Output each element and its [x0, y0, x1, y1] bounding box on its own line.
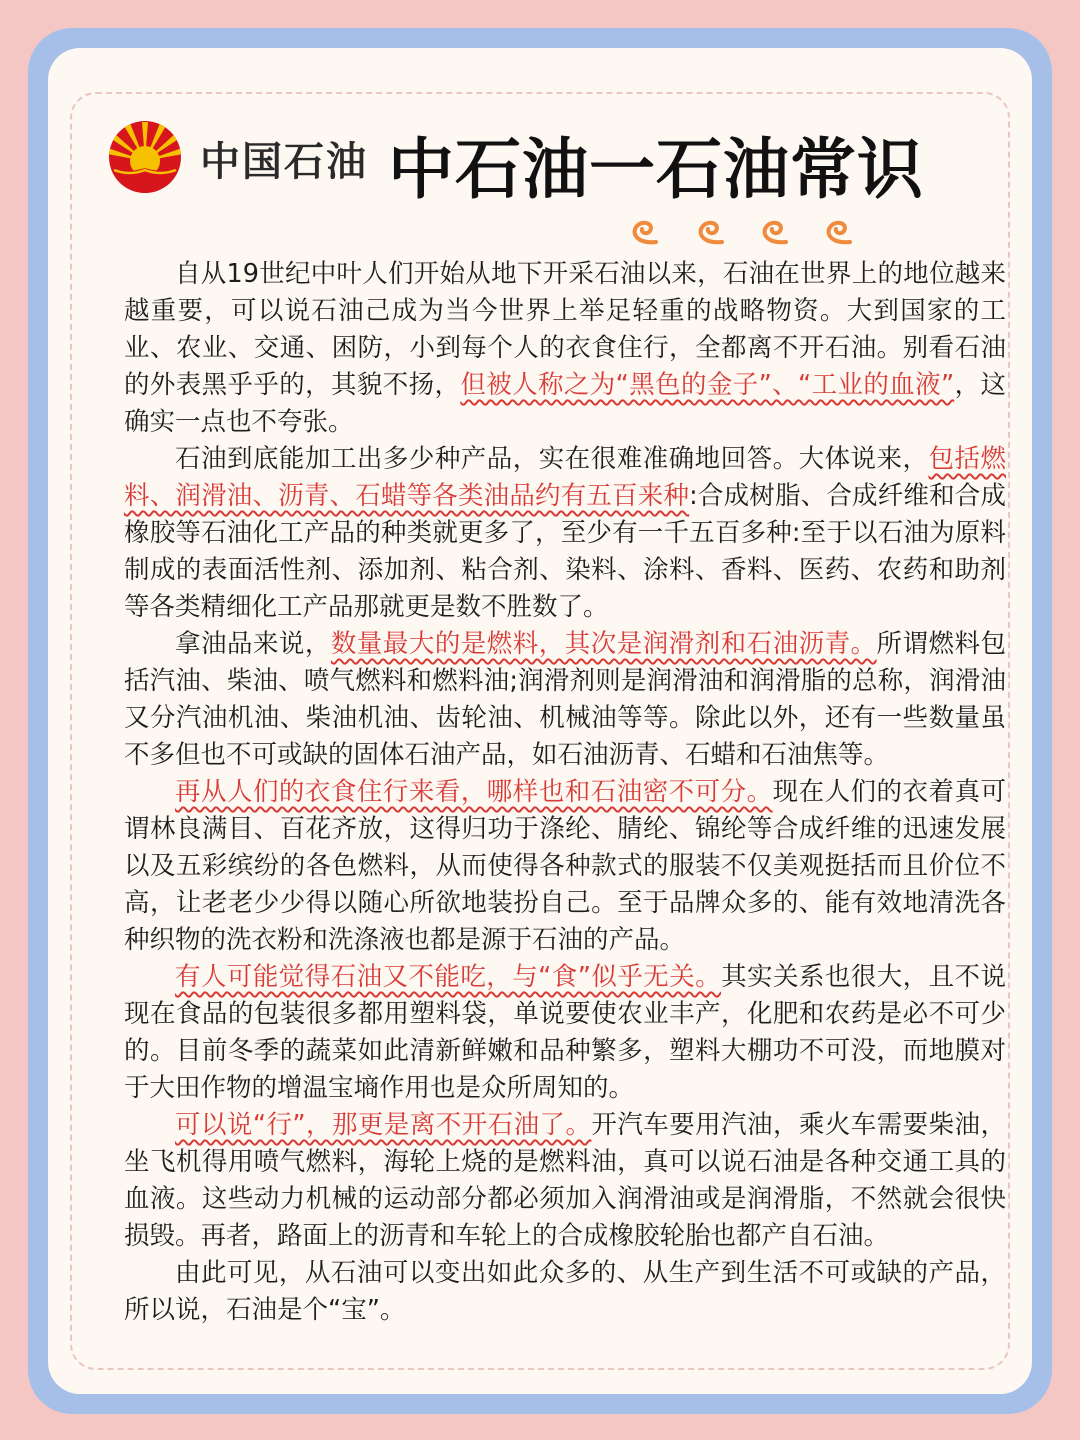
outer-frame	[28, 28, 1052, 1414]
highlighted-text: 再从人们的衣食住行来看，哪样也和石油密不可分。	[175, 777, 773, 807]
paragraph	[124, 774, 1006, 959]
highlighted-text: 可以说“行”，那更是离不开石油了。	[175, 1110, 592, 1140]
paragraph	[124, 441, 1006, 626]
page-title: 中石油一石油常识	[388, 131, 924, 208]
article-body	[124, 256, 1006, 1329]
highlighted-text: 有人可能觉得石油又不能吃，与“食”似乎无关。	[175, 962, 722, 992]
petrochina-logo-icon	[106, 118, 184, 196]
paragraph	[124, 959, 1006, 1107]
swirl-decoration-icon	[626, 218, 662, 246]
text-run: :合成树脂、合成纤维和合成橡胶等石油化工产品的种类就更多了，至少有一千五百多种:至于以石油为原料制成的表面活性剂、添加剂、粘合剂、染料、涂料、香料、医药、农药和助剂等各类精细化工产品那就更是数不胜数了。	[124, 481, 1006, 622]
text-run: 石油到底能加工出多少种产品，实在很难准确地回答。大体说来，	[175, 444, 929, 474]
text-run: ，这确实一点也不夸张。	[124, 370, 1006, 437]
header	[106, 114, 986, 244]
highlighted-text: 包括燃料、润滑油、沥青、石蜡等各类油品约有五百来种	[124, 444, 1006, 511]
text-run: 现在人们的衣着真可谓林良满目、百花齐放，这得归功于涤纶、腈纶、锦纶等合成纤维的迅速发展以及五彩缤纷的各色燃料，从而使得各种款式的服装不仅美观挺括而且价位不高，让老老少少得以随心所欲地装扮自己。至于品牌众多的、能有效地清洗各种织物的洗衣粉和洗涤液也都是源于石油的产品。	[124, 777, 1006, 955]
paragraph	[124, 1255, 1006, 1329]
paragraph	[124, 1107, 1006, 1255]
logo-text: 中国石油	[200, 139, 368, 185]
content-card	[48, 48, 1032, 1394]
text-run: 由此可见，从石油可以变出如此众多的、从生产到生活不可或缺的产品，所以说，石油是个“宝”。	[124, 1258, 1006, 1325]
highlighted-text: 但被人称之为“黑色的金子”、“工业的血液”	[460, 370, 955, 400]
swirl-decoration-icon	[756, 218, 792, 246]
swirl-decoration-icon	[692, 218, 728, 246]
text-run: 开汽车要用汽油，乘火车需要柴油，坐飞机得用喷气燃料，海轮上烧的是燃料油，真可以说石油是各种交通工具的血液。这些动力机械的运动部分都必须加入润滑油或是润滑脂，不然就会很快损毁。再者，路面上的沥青和车轮上的合成橡胶轮胎也都产自石油。	[124, 1110, 1006, 1251]
paragraph	[124, 256, 1006, 441]
swirl-decoration-icon	[820, 218, 856, 246]
text-run: 所谓燃料包括汽油、柴油、喷气燃料和燃料油;润滑剂则是润滑油和润滑脂的总称，润滑油又分汽油机油、柴油机油、齿轮油、机械油等等。除此以外，还有一些数量虽不多但也不可或缺的固体石油产品，如石油沥青、石蜡和石油焦等。	[124, 629, 1006, 770]
text-run: 自从19世纪中叶人们开始从地下开采石油以来，石油在世界上的地位越来越重要，可以说石油己成为当今世界上举足轻重的战略物资。大到国家的工业、农业、交通、困防，小到每个人的衣食住行，全都离不开石油。别看石油的外表黑乎乎的，其貌不扬，	[124, 259, 1006, 400]
text-run: 其实关系也很大，且不说现在食品的包装很多都用塑料袋，单说要使农业丰产，化肥和农药是必不可少的。目前冬季的蔬菜如此清新鲜嫩和品种繁多，塑料大棚功不可没，而地膜对于大田作物的增温宝墒作用也是众所周知的。	[124, 962, 1006, 1103]
paragraph	[124, 626, 1006, 774]
text-run: 拿油品来说，	[175, 629, 331, 659]
highlighted-text: 数量最大的是燃料，其次是润滑剂和石油沥青。	[330, 629, 877, 659]
